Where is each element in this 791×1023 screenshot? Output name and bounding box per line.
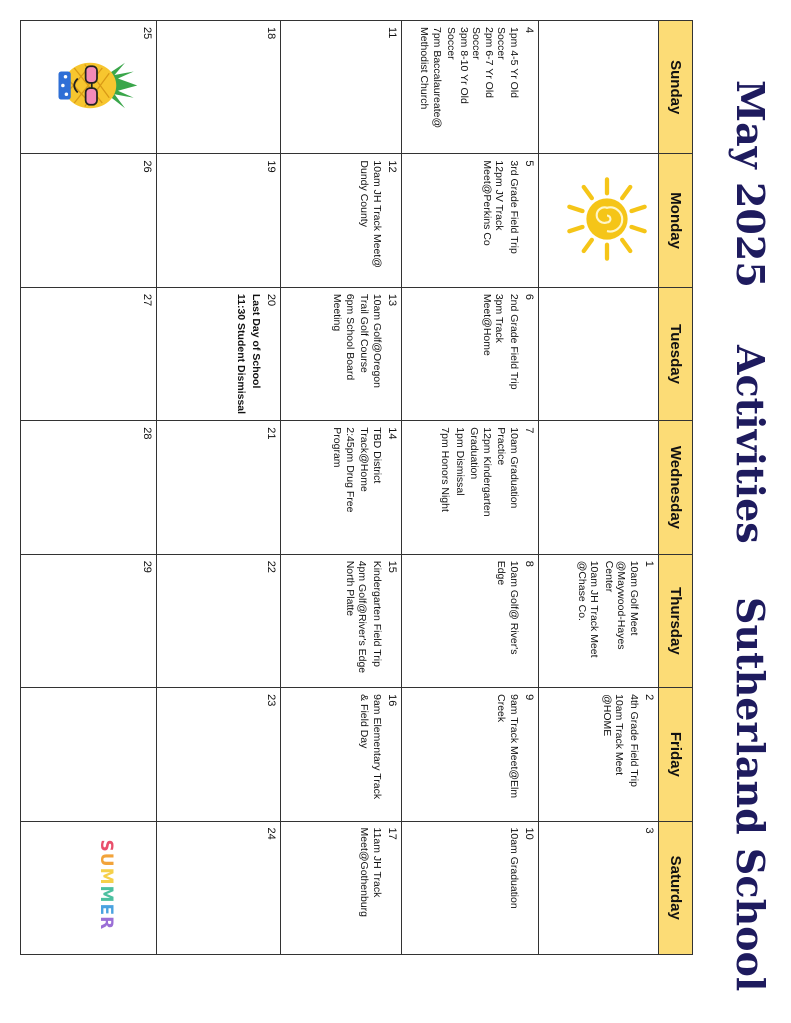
calendar-week <box>538 21 658 954</box>
day-number: 9 <box>523 694 535 701</box>
summer-letter: M <box>96 885 116 904</box>
day-number: 15 <box>386 560 398 573</box>
calendar-day-cell <box>157 822 280 954</box>
calendar-day-cell <box>539 822 658 954</box>
event-text: 1pm Dismissal <box>454 427 466 496</box>
calendar-day-cell <box>21 688 156 821</box>
calendar-day-cell <box>157 555 280 688</box>
day-number: 5 <box>523 160 535 167</box>
calendar-day-cell <box>157 688 280 821</box>
weekday-saturday: Saturday <box>667 855 684 920</box>
calendar-day-cell <box>281 555 401 688</box>
calendar-day-cell <box>402 688 538 821</box>
day-number: 2 <box>643 694 655 701</box>
pineapple-image <box>53 33 148 138</box>
summer-letter: E <box>96 903 116 917</box>
day-number: 21 <box>265 427 277 440</box>
event-text: 10am Golf Meet @Maywood-Hayes Center <box>603 560 640 650</box>
calendar-day-cell <box>539 21 658 154</box>
calendar-day-cell <box>281 421 401 554</box>
summer-letter: U <box>96 852 116 868</box>
day-number: 25 <box>141 27 153 40</box>
event-text: 9am Track Meet@Elm Creek <box>495 694 520 799</box>
calendar-week <box>21 21 156 954</box>
calendar-week <box>401 21 538 954</box>
day-number: 26 <box>141 160 153 173</box>
calendar-day-cell <box>402 288 538 421</box>
calendar-day-cell <box>402 154 538 287</box>
calendar-day-cell <box>21 421 156 554</box>
event-text: 4pm Golf@River's Edge North Platte <box>344 560 369 674</box>
calendar-day-cell <box>21 21 156 154</box>
calendar-day-cell <box>157 154 280 287</box>
calendar-day-cell <box>539 555 658 688</box>
weekday-header <box>658 21 692 954</box>
sun-image <box>564 176 650 262</box>
event-text: 10am Golf@Oregon Trail Golf Course <box>358 293 383 388</box>
calendar-day-cell <box>157 288 280 421</box>
day-number: 7 <box>523 427 535 434</box>
event-text: 10am Graduation <box>508 827 520 909</box>
calendar-day-cell <box>21 555 156 688</box>
summer-letter: R <box>96 916 116 931</box>
calendar-day-cell <box>157 21 280 154</box>
weekday-wednesday: Wednesday <box>659 421 692 554</box>
weekday-sunday: Sunday <box>659 21 692 154</box>
event-text: 10am Track Meet @HOME <box>601 694 626 776</box>
weekday-monday: Monday <box>659 154 692 287</box>
day-number: 17 <box>386 827 398 840</box>
day-number: 20 <box>265 293 277 307</box>
event-text: 9am Elementary Track & Field Day <box>358 694 383 800</box>
event-text: 11am JH Track Meet@Gothenburg <box>358 827 383 917</box>
summer-sticker-image <box>96 840 116 931</box>
event-text: 12pm JV Track Meet@Perkins Co <box>481 160 506 246</box>
summer-letter: M <box>96 867 116 886</box>
day-number: 3 <box>643 827 655 834</box>
event-text: 7pm Baccalaureate@ Methodist Church <box>418 27 443 129</box>
calendar-day-cell <box>539 688 658 821</box>
event-text: 10am Golf@ River's Edge <box>495 560 520 655</box>
calendar-day-cell <box>539 154 658 287</box>
day-number: 19 <box>265 160 277 173</box>
weekday-friday: Friday <box>659 688 692 821</box>
weekday-tuesday: Tuesday <box>659 288 692 421</box>
calendar-day-cell <box>21 154 156 287</box>
day-number: 22 <box>265 560 277 573</box>
event-text: 12pm Kindergarten Graduation <box>468 427 493 517</box>
calendar-day-cell <box>539 421 658 554</box>
day-number: 11 <box>386 27 398 39</box>
calendar-week <box>156 21 280 954</box>
title-school: Sutherland School <box>728 597 773 992</box>
calendar-title <box>693 0 773 1023</box>
day-number: 8 <box>523 560 535 567</box>
day-number: 16 <box>386 694 398 707</box>
calendar-day-cell <box>281 154 401 287</box>
event-text: 10am JH Track Meet@ Dundy County <box>358 160 383 268</box>
day-number: 4 <box>523 27 535 34</box>
event-text: 4th Grade Field Trip <box>628 694 640 787</box>
calendar-day-cell <box>281 688 401 821</box>
weekday-thursday: Thursday <box>659 555 692 688</box>
calendar-day-cell <box>281 21 401 154</box>
event-text: 10am Graduation Practice <box>495 427 520 509</box>
event-text: 1pm 4-5 Yr Old Soccer 2pm 6-7 Yr Old Soccer 3pm 8-10 Yr Old Soccer <box>445 27 520 104</box>
event-text: 6pm School Board Meeting <box>331 293 356 381</box>
calendar-day-cell <box>539 288 658 421</box>
event-text: 7pm Honors Night <box>439 427 452 512</box>
calendar-day-cell <box>281 288 401 421</box>
title-month: May 2025 <box>728 80 773 288</box>
event-text: 3pm Track Meet@Home <box>481 293 506 356</box>
calendar-day-cell <box>21 288 156 421</box>
calendar-day-cell <box>402 21 538 154</box>
calendar-weeks <box>21 21 658 954</box>
calendar-day-cell <box>402 421 538 554</box>
calendar-grid <box>20 20 693 955</box>
event-text: TBD District Track@Home <box>358 427 383 492</box>
day-number: 29 <box>141 560 153 573</box>
day-number: 18 <box>265 27 277 40</box>
calendar-day-cell <box>402 555 538 688</box>
calendar-day-cell <box>157 421 280 554</box>
day-number: 28 <box>141 427 153 440</box>
title-subject: Activities <box>728 345 773 544</box>
event-text: 10am JH Track Meet @Chase Co. <box>576 560 601 658</box>
day-number: 1 <box>643 560 655 567</box>
event-text: Last Day of School <box>250 293 262 389</box>
day-number: 23 <box>265 694 277 707</box>
day-number: 10 <box>523 827 535 840</box>
calendar-day-cell <box>21 822 156 954</box>
event-text: 3rd Grade Field Trip <box>508 160 520 254</box>
event-text: 2nd Grade Field Trip <box>508 293 520 390</box>
event-text: 2:45pm Drug Free Program <box>331 427 356 513</box>
day-number: 24 <box>265 827 277 840</box>
summer-letter: S <box>96 839 116 853</box>
day-number: 6 <box>523 293 535 300</box>
calendar-week <box>280 21 401 954</box>
event-text: 11:30 Student Dismissal <box>235 293 248 415</box>
event-text: Kindergarten Field Trip <box>371 560 383 667</box>
day-number: 12 <box>386 160 398 173</box>
day-number: 14 <box>386 427 398 440</box>
day-number: 27 <box>141 293 153 307</box>
calendar-day-cell <box>402 822 538 954</box>
calendar-day-cell <box>281 822 401 954</box>
day-number: 13 <box>386 293 398 307</box>
